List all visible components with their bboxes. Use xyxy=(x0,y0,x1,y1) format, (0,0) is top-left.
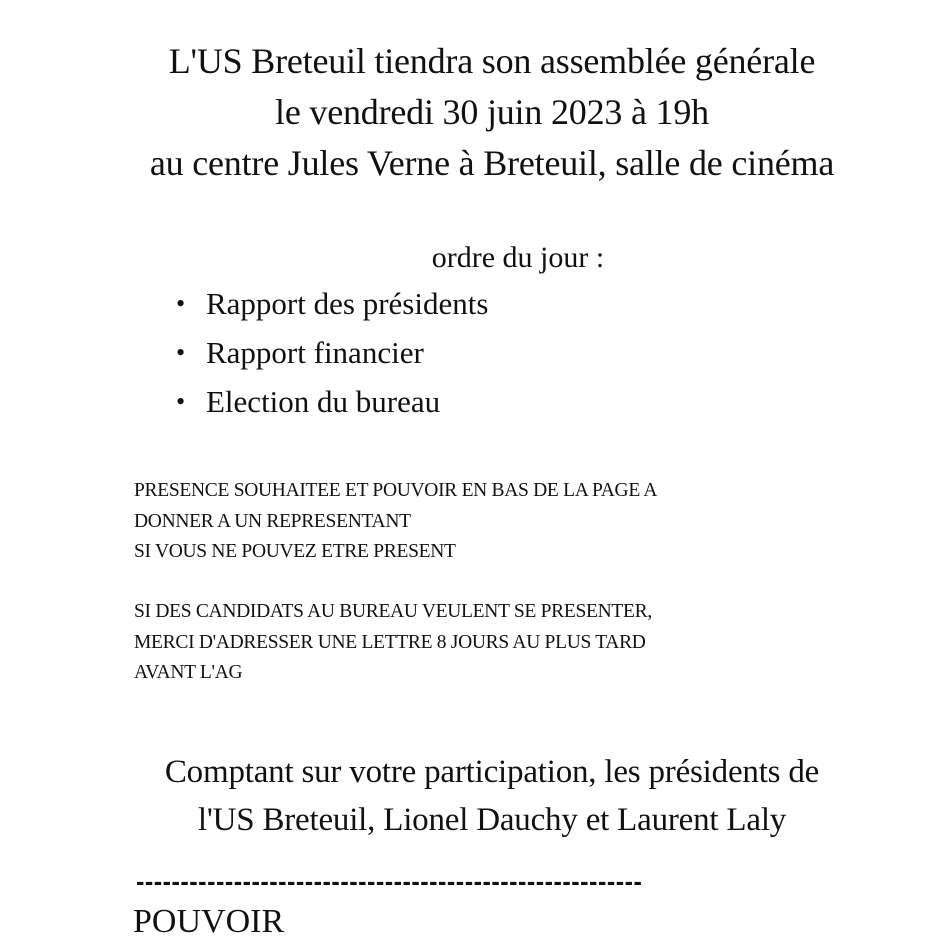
agenda-item xyxy=(176,284,488,333)
pouvoir-heading: POUVOIR xyxy=(133,903,285,940)
agenda-heading: ordre du jour : xyxy=(431,241,605,274)
agenda-item xyxy=(176,333,488,382)
closing-line-1: Comptant sur votre participation, les présidents de xyxy=(164,754,820,790)
bullet-icon: • xyxy=(176,289,186,318)
title-line-3: au centre Jules Verne à Breteuil, salle de cinéma xyxy=(149,143,835,183)
agenda-item-label: Rapport des présidents xyxy=(206,286,489,321)
agenda-item xyxy=(176,382,488,431)
candidates-notice xyxy=(134,597,652,689)
candidates-notice-line: SI DES CANDIDATS AU BUREAU VEULENT SE PRESENTER, xyxy=(134,601,652,622)
title-line-1: L'US Breteuil tiendra son assemblée générale xyxy=(168,41,816,81)
cut-line-separator: --------------------------------------------------------- xyxy=(136,866,643,896)
candidates-notice-line: MERCI D'ADRESSER UNE LETTRE 8 JOURS AU PLUS TARD xyxy=(134,631,646,653)
bullet-icon: • xyxy=(176,387,186,416)
presence-notice xyxy=(134,476,657,568)
candidates-notice-line: AVANT L'AG xyxy=(134,662,243,683)
presence-notice-line: PRESENCE SOUHAITEE ET POUVOIR EN BAS DE LA PAGE A xyxy=(134,480,658,501)
announcement-title xyxy=(0,36,938,189)
presence-notice-line: SI VOUS NE POUVEZ ETRE PRESENT xyxy=(134,541,456,562)
closing-line-2: l'US Breteuil, Lionel Dauchy et Laurent Laly xyxy=(197,802,787,838)
presence-notice-line: DONNER A UN REPRESENTANT xyxy=(134,510,411,532)
title-line-2: le vendredi 30 juin 2023 à 19h xyxy=(275,92,709,132)
agenda-list xyxy=(176,284,488,431)
bullet-icon: • xyxy=(176,338,186,367)
agenda-item-label: Election du bureau xyxy=(206,384,441,419)
agenda-item-label: Rapport financier xyxy=(206,335,424,370)
closing-message xyxy=(0,748,938,844)
